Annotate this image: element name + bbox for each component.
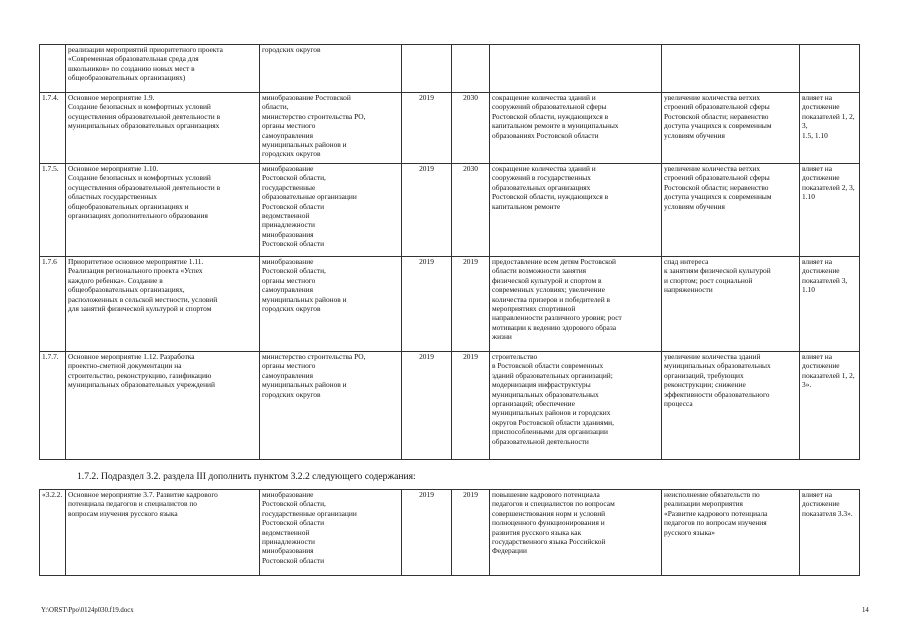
result-cell (490, 45, 662, 93)
consequence-cell: увеличение количества зданий муниципальных образовательных организаций, требующих реконструкции; снижение эффективности образовательного процесса (662, 352, 800, 460)
row-number: 1.7.6 (40, 257, 66, 352)
indicator-link-cell (800, 45, 860, 93)
end-year-cell: 2030 (452, 93, 490, 164)
start-year-cell: 2019 (402, 164, 452, 257)
page-number: 14 (862, 607, 869, 614)
program-table (39, 44, 860, 460)
row-number: 1.7.4. (40, 93, 66, 164)
start-year-cell: 2019 (402, 490, 452, 576)
result-cell: повышение кадрового потенциала педагогов и специалистов по вопросам совершенствования норм и условий полноценного функционирования и развития русского языка как государственного языка Российской Федерации (490, 490, 662, 576)
consequence-cell: увеличение количества ветхих строений образовательной сферы Ростовской области; неравенство доступа учащихся к современным условиям обучения (662, 164, 800, 257)
start-year-cell: 2019 (402, 257, 452, 352)
indicator-link-cell: влияет на достижение показателей 1, 2, 3, 1.5, 1.10 (800, 93, 860, 164)
indicator-link-cell: влияет на достижение показателей 2, 3, 1.10 (800, 164, 860, 257)
start-year-cell (402, 45, 452, 93)
row-number: 1.7.5. (40, 164, 66, 257)
executor-cell: минобразование Ростовской области, министерство строительства РО, органы местного самоуправления муниципальных районов и городских округов (260, 93, 402, 164)
indicator-link-cell: влияет на достижение показателей 3, 1.10 (800, 257, 860, 352)
row-number: 1.7.7. (40, 352, 66, 460)
consequence-cell (662, 45, 800, 93)
table-row (40, 45, 860, 93)
program-table-addition (39, 489, 860, 576)
indicator-link-cell: влияет на достижение показателя 3.3». (800, 490, 860, 576)
executor-cell: минобразование Ростовской области, органы местного самоуправления муниципальных районов и городских округов (260, 257, 402, 352)
executor-cell: городских округов (260, 45, 402, 93)
consequence-cell: неисполнение обязательств по реализации мероприятия «Развитие кадрового потенциала педагогов по вопросам изучения русского языка» (662, 490, 800, 576)
end-year-cell: 2019 (452, 257, 490, 352)
event-cell: реализации мероприятий приоритетного проекта «Современная образовательная среда для школьников» по созданию новых мест в общеобразовательных организациях) (66, 45, 260, 93)
executor-cell: минобразование Ростовской области, государственные организации Ростовской области ведомственной принадлежности минобразования Ростовской области (260, 490, 402, 576)
end-year-cell: 2030 (452, 164, 490, 257)
result-cell: сокращение количества зданий и сооружений образовательной сферы Ростовской области, нуждающихся в капитальном ремонте в муниципальных образованиях Ростовской области (490, 93, 662, 164)
start-year-cell: 2019 (402, 93, 452, 164)
end-year-cell (452, 45, 490, 93)
row-number: «3.2.2. (40, 490, 66, 576)
event-cell: Основное мероприятие 1.9. Создание безопасных и комфортных условий осуществления образовательной деятельности в муниципальных образовательных организациях (66, 93, 260, 164)
footer-file-path: Y:\ORST\Ppo\0124p030.f19.docx (41, 607, 134, 614)
indicator-link-cell: влияет на достижение показателей 1, 2, 3». (800, 352, 860, 460)
table-row (40, 352, 860, 460)
start-year-cell: 2019 (402, 352, 452, 460)
table-row (40, 490, 860, 576)
table-row (40, 257, 860, 352)
table-row (40, 164, 860, 257)
event-cell: Основное мероприятие 1.12. Разработка проектно-сметной документации на строительство, реконструкцию, газификацию муниципальных образовательных учреждений (66, 352, 260, 460)
row-number (40, 45, 66, 93)
result-cell: предоставление всем детям Ростовской области возможности занятия физической культурой и спортом в современных условиях; увеличение количества призеров и победителей в мероприятиях спортивной направленности различного уровня; рост мотивации к ведению здорового образа жизни (490, 257, 662, 352)
executor-cell: министерство строительства РО, органы местного самоуправления муниципальных районов и городских округов (260, 352, 402, 460)
event-cell: Основное мероприятие 1.10. Создание безопасных и комфортных условий осуществления образовательной деятельности в областных государственных общеобразовательных организациях и организациях дополнительного образования (66, 164, 260, 257)
result-cell: строительство в Ростовской области современных зданий образовательных организаций; модернизация инфраструктуры муниципальных образовательных организаций; обеспечение муниципальных районов и городских округов Ростовской области зданиями, приспособленными для организации образовательной деятельности (490, 352, 662, 460)
table-row (40, 93, 860, 164)
consequence-cell: спад интереса к занятиям физической культурой и спортом; рост социальной напряженности (662, 257, 800, 352)
event-cell: Основное мероприятие 3.7. Развитие кадрового потенциала педагогов и специалистов по вопросам изучения русского языка (66, 490, 260, 576)
executor-cell: минобразование Ростовской области, государственные образовательные организации Ростовской области ведомственной принадлежности минобразования Ростовской области (260, 164, 402, 257)
event-cell: Приоритетное основное мероприятие 1.11. Реализация регионального проекта «Успех каждого ребенка». Создание в общеобразовательных организациях, расположенных в сельской местности, условий для занятий физической культурой и спортом (66, 257, 260, 352)
end-year-cell: 2019 (452, 490, 490, 576)
section-amendment-text: 1.7.2. Подраздел 3.2. раздела III дополнить пунктом 3.2.2 следующего содержания: (77, 471, 416, 482)
end-year-cell: 2019 (452, 352, 490, 460)
result-cell: сокращение количества зданий и сооружений в государственных образовательных организациях Ростовской области, нуждающихся в капитальном ремонте (490, 164, 662, 257)
consequence-cell: увеличение количества ветхих строений образовательной сферы Ростовской области; неравенство доступа учащихся к современным условиям обучения (662, 93, 800, 164)
